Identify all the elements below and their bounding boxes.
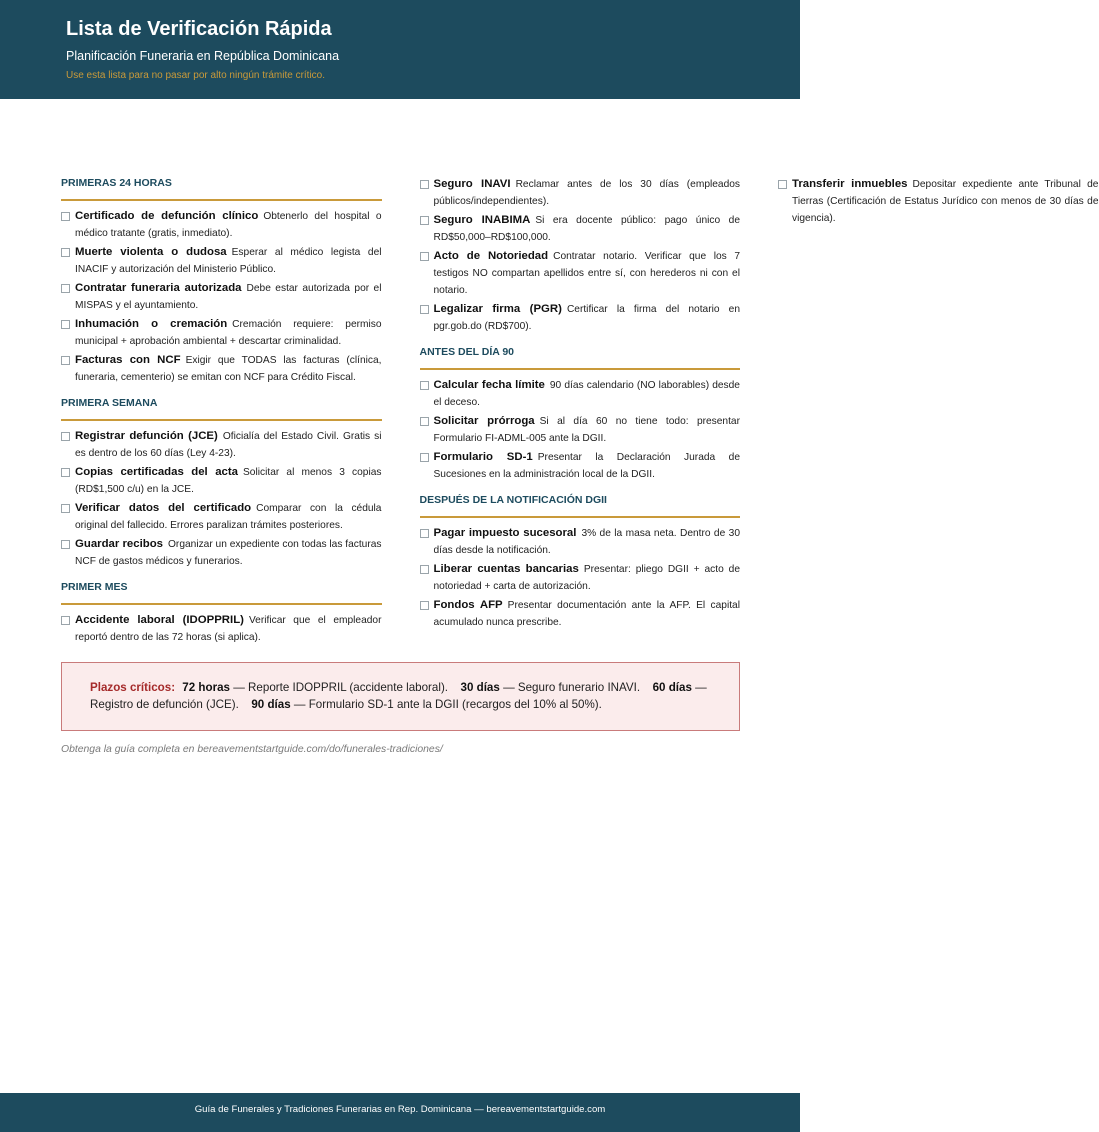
checklist-item-description: Presentar la Declaración Jurada de Sucesiones en la administración local de la DGII. [433, 452, 740, 480]
checkbox-icon[interactable] [61, 504, 70, 513]
checklist-item-label: Liberar cuentas bancarias [433, 563, 579, 575]
checklist-item-text [434, 176, 741, 210]
checklist-item-text [75, 428, 382, 462]
checkbox-icon[interactable] [420, 529, 429, 538]
checklist-item-label: Pagar impuesto sucesoral [433, 527, 577, 539]
checklist-item [61, 612, 382, 646]
checklist-item-description: Depositar expediente ante Tribunal de Tierras (Certificación de Estatus Jurídico con menos de 30 días de vigencia). [792, 179, 1099, 224]
checklist-item-label: Facturas con NCF [75, 354, 181, 366]
checklist-item-description: Reclamar antes de los 30 días (empleados públicos/independientes). [433, 179, 741, 207]
checklist-item-label: Fondos AFP [433, 599, 503, 611]
checkbox-icon[interactable] [61, 356, 70, 365]
checklist-item-text [434, 377, 741, 411]
checklist-item-text [75, 612, 382, 646]
checklist-item [61, 244, 382, 278]
checklist-item-description: Presentar: pliego DGII + acto de notoriedad + carta de autorización. [433, 564, 740, 592]
checklist-item-description: Certificar la firma del notario en pgr.gob.do (RD$700). [433, 304, 740, 332]
checklist-item-description: Comparar con la cédula original del fallecido. Errores paralizan trámites posteriores. [75, 503, 382, 531]
checklist-item-text [75, 244, 382, 278]
checklist-item-label: Copias certificadas del acta [75, 466, 239, 478]
checklist-item-description: Verificar que el empleador reportó dentro de las 72 horas (si aplica). [75, 615, 382, 643]
checklist-item-text [434, 561, 741, 595]
checklist-item-description: Organizar un expediente con todas las facturas NCF de gastos médicos y funerarios. [75, 539, 382, 567]
checklist-item-label: Inhumación o cremación [75, 318, 228, 330]
section-title: ANTES DEL DÍA 90 [420, 345, 741, 370]
checklist-item-text [434, 248, 741, 299]
checkbox-icon[interactable] [420, 305, 429, 314]
deadline-description: — Formulario SD-1 ante la DGII (recargos del 10% al 50%). [293, 698, 602, 711]
checklist-item [61, 352, 382, 386]
checklist-item-description: Esperar al médico legista del INACIF y autorización del Ministerio Público. [75, 247, 382, 275]
checklist-item [420, 377, 741, 411]
page-title: Lista de Verificación Rápida [66, 18, 332, 40]
checkbox-icon[interactable] [420, 417, 429, 426]
checkbox-icon[interactable] [61, 320, 70, 329]
checklist-item-text [75, 316, 382, 350]
checklist-item-description: Exigir que TODAS las facturas (clínica, funeraria, cementerio) se emitan con NCF para Crédito Fiscal. [75, 355, 382, 383]
checklist-item-description: Contratar notario. Verificar que los 7 testigos NO compartan apellidos entre sí, con herederos ni con el notario. [433, 251, 740, 296]
checkbox-icon[interactable] [420, 252, 429, 261]
checklist-item [420, 413, 741, 447]
checkbox-icon[interactable] [420, 180, 429, 189]
checklist-item-text [75, 280, 382, 314]
checkbox-icon[interactable] [61, 468, 70, 477]
checklist-item-description: 90 días calendario (NO laborables) desde el deceso. [433, 380, 740, 408]
section-title: DESPUÉS DE LA NOTIFICACIÓN DGII [420, 493, 741, 518]
section-title: PRIMER MES [61, 580, 382, 605]
checklist-item-label: Verificar datos del certificado [75, 502, 252, 514]
checkbox-icon[interactable] [61, 432, 70, 441]
checklist-item-description: 3% de la masa neta. Dentro de 30 días desde la notificación. [433, 528, 740, 556]
checklist-item-description: Si al día 60 no tiene todo: presentar Formulario FI-ADML-005 ante la DGII. [433, 416, 740, 444]
checklist-item-label: Guardar recibos [75, 538, 163, 550]
checkbox-icon[interactable] [61, 212, 70, 221]
deadline-term: 30 días [460, 681, 500, 694]
checklist-item-label: Accidente laboral (IDOPPRIL) [75, 614, 244, 626]
deadline-term: 90 días [251, 698, 291, 711]
checklist-item [61, 280, 382, 314]
checklist-item-text [434, 525, 741, 559]
checklist-item-description: Oficialía del Estado Civil. Gratis si es dentro de los 60 días (Ley 4-23). [75, 431, 382, 459]
checklist-item-label: Registrar defunción (JCE) [75, 430, 218, 442]
checklist-item-label: Seguro INAVI [433, 178, 511, 190]
checkbox-icon[interactable] [61, 284, 70, 293]
checklist-item [61, 464, 382, 498]
checklist-item-text [434, 449, 741, 483]
checklist-item-text [792, 176, 1099, 227]
page-footer: Guía de Funerales y Tradiciones Funerarias en Rep. Dominicana — bereavementstartguide.com [0, 1093, 800, 1132]
checklist-item [61, 536, 382, 570]
deadline-list [90, 681, 707, 711]
checklist-item-description: Cremación requiere: permiso municipal + aprobación ambiental + descartar criminalidad. [75, 319, 382, 347]
checklist-item-label: Seguro INABIMA [433, 214, 531, 226]
checklist-item-label: Contratar funeraria autorizada [75, 282, 242, 294]
checkbox-icon[interactable] [420, 601, 429, 610]
checklist-item-text [75, 536, 382, 570]
checklist-item [420, 212, 741, 246]
checklist-item [420, 248, 741, 299]
checklist-item [420, 525, 741, 559]
deadline-description: — Seguro funerario INAVI. [503, 681, 641, 694]
checklist-item [778, 176, 1099, 227]
checklist-item [420, 449, 741, 483]
checklist-item-label: Acto de Notoriedad [433, 250, 549, 262]
checklist-item-text [434, 597, 741, 631]
checklist-item-text [75, 464, 382, 498]
checklist-item-label: Certificado de defunción clínico [75, 210, 259, 222]
checklist-item [61, 500, 382, 534]
checklist-item [61, 316, 382, 350]
checklist-item-description: Presentar documentación ante la AFP. El capital acumulado nunca prescribe. [433, 600, 740, 628]
section-title: PRIMERAS 24 HORAS [61, 176, 382, 201]
checkbox-icon[interactable] [61, 540, 70, 549]
checklist-item-text [75, 352, 382, 386]
deadline-term: 60 días [652, 681, 692, 694]
section-title: PRIMERA SEMANA [61, 396, 382, 421]
checkbox-icon[interactable] [61, 616, 70, 625]
checklist-columns [61, 176, 1099, 646]
checkbox-icon[interactable] [420, 216, 429, 225]
checklist-item [420, 597, 741, 631]
checkbox-icon[interactable] [778, 180, 787, 189]
deadline-term: 72 horas [182, 681, 230, 694]
checklist-item [61, 428, 382, 462]
checklist-item-description: Debe estar autorizada por el MISPAS y el ayuntamiento. [75, 283, 382, 311]
checklist-item-text [75, 208, 382, 242]
guide-link-note: Obtenga la guía completa en bereavementstartguide.com/do/funerales-tradiciones/ [61, 744, 443, 755]
checklist-item-text [75, 500, 382, 534]
checklist-item-text [434, 212, 741, 246]
checklist-item-label: Muerte violenta o dudosa [75, 246, 227, 258]
checklist-item-label: Solicitar prórroga [433, 415, 535, 427]
checkbox-icon[interactable] [420, 381, 429, 390]
checkbox-icon[interactable] [61, 248, 70, 257]
checkbox-icon[interactable] [420, 453, 429, 462]
callout-label: Plazos críticos: [90, 681, 176, 694]
checklist-item [420, 301, 741, 335]
checklist-item-description: Solicitar al menos 3 copias (RD$1,500 c/u) en la JCE. [75, 467, 382, 495]
critical-deadlines-callout [61, 662, 740, 731]
checklist-item-description: Si era docente público: pago único de RD$50,000–RD$100,000. [433, 215, 740, 243]
page-subtitle: Planificación Funeraria en República Dominicana [66, 49, 340, 63]
checklist-item-label: Calcular fecha límite [433, 379, 545, 391]
checklist-item-description: Obtenerlo del hospital o médico tratante (gratis, inmediato). [75, 211, 382, 239]
checkbox-icon[interactable] [420, 565, 429, 574]
checklist-item [61, 208, 382, 242]
checklist-item-label: Legalizar firma (PGR) [433, 303, 562, 315]
checklist-item [420, 176, 741, 210]
checklist-item-label: Transferir inmuebles [792, 178, 908, 190]
deadline-description: — Reporte IDOPPRIL (accidente laboral). [233, 681, 449, 694]
checklist-item-text [434, 413, 741, 447]
checklist-item-text [434, 301, 741, 335]
checklist-item [420, 561, 741, 595]
page-header [0, 0, 800, 99]
page-tagline: Use esta lista para no pasar por alto ningún trámite crítico. [66, 70, 326, 81]
deadline-description: — Registro de defunción (JCE). [90, 681, 707, 711]
checklist-item-label: Formulario SD-1 [433, 451, 533, 463]
